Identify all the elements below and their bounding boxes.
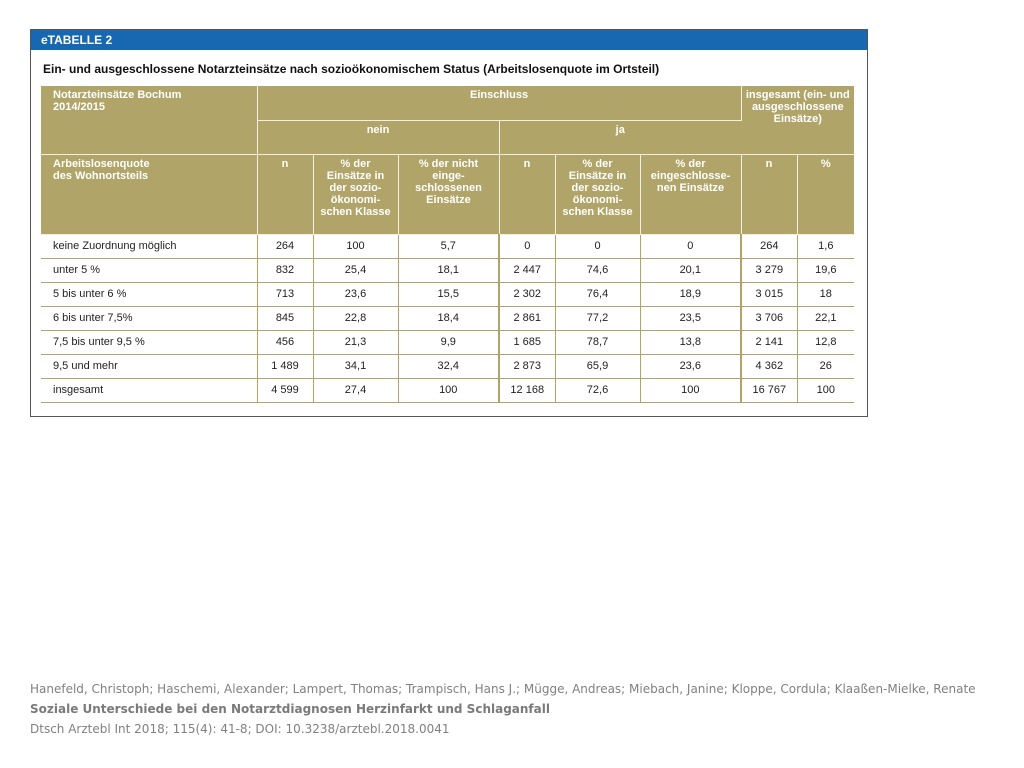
cell: 832 (257, 258, 313, 282)
row-label: 7,5 bis unter 9,5 % (41, 330, 257, 354)
cell: 20,1 (640, 258, 741, 282)
cell: 1 685 (499, 330, 555, 354)
cell: 3 015 (741, 282, 797, 306)
header-nein: nein (257, 120, 499, 154)
header-corner-top: Notarzteinsätze Bochum 2014/2015 (53, 89, 182, 113)
cell: 0 (499, 234, 555, 258)
row-label: 9,5 und mehr (41, 354, 257, 378)
header-einschluss: Einschluss (257, 86, 741, 120)
cell: 456 (257, 330, 313, 354)
table-row-total (41, 378, 854, 402)
cell: 26 (797, 354, 854, 378)
col-header: n (257, 154, 313, 234)
cell: 19,6 (797, 258, 854, 282)
data-table (41, 86, 854, 403)
table-banner: eTABELLE 2 (31, 30, 867, 50)
cell: 34,1 (313, 354, 398, 378)
row-label: 5 bis unter 6 % (41, 282, 257, 306)
cell: 18,4 (398, 306, 499, 330)
cell: 18,9 (640, 282, 741, 306)
cell: 845 (257, 306, 313, 330)
cell: 12,8 (797, 330, 854, 354)
cell: 264 (741, 234, 797, 258)
cell: 23,5 (640, 306, 741, 330)
cell: 78,7 (555, 330, 640, 354)
cell: 4 362 (741, 354, 797, 378)
cell: 23,6 (640, 354, 741, 378)
row-label: keine Zuordnung möglich (41, 234, 257, 258)
cell: 65,9 (555, 354, 640, 378)
cell: 100 (398, 378, 499, 402)
cell: 25,4 (313, 258, 398, 282)
cell: 264 (257, 234, 313, 258)
footer-citation: Dtsch Arztebl Int 2018; 115(4): 41-8; DOI: 10.3238/arztebl.2018.0041 (30, 722, 450, 736)
footer-authors: Hanefeld, Christoph; Haschemi, Alexander; Lampert, Thomas; Trampisch, Hans J.; Mügge, Andreas; Miebach, Janine; Kloppe, Cordula; Klaaßen-Mielke, Renate (30, 682, 976, 696)
table-title: Ein- und ausgeschlossene Notarzteinsätze nach sozioökonomischem Status (Arbeitslosenquote im Ortsteil) (43, 62, 660, 76)
cell: 2 873 (499, 354, 555, 378)
table-row (41, 282, 854, 306)
cell: 1,6 (797, 234, 854, 258)
cell: 77,2 (555, 306, 640, 330)
footer-title: Soziale Unterschiede bei den Notarztdiagnosen Herzinfarkt und Schlaganfall (30, 702, 550, 716)
cell: 27,4 (313, 378, 398, 402)
cell: 9,9 (398, 330, 499, 354)
col-header: % (797, 154, 854, 234)
cell: 2 302 (499, 282, 555, 306)
col-header: % der eingeschlosse-nen Einsätze (640, 154, 741, 234)
table-row (41, 258, 854, 282)
col-header: % der Einsätze in der sozio-ökonomi-schen Klasse (555, 154, 640, 234)
cell: 0 (640, 234, 741, 258)
cell: 21,3 (313, 330, 398, 354)
header-insgesamt: insgesamt (ein- und ausgeschlossene Einsätze) (741, 86, 854, 154)
table-row (41, 234, 854, 258)
cell: 23,6 (313, 282, 398, 306)
cell: 3 706 (741, 306, 797, 330)
cell: 4 599 (257, 378, 313, 402)
cell: 13,8 (640, 330, 741, 354)
col-header: % der Einsätze in der sozio-ökonomi-schen Klasse (313, 154, 398, 234)
cell: 32,4 (398, 354, 499, 378)
cell: 16 767 (741, 378, 797, 402)
table-row (41, 306, 854, 330)
cell: 100 (313, 234, 398, 258)
table-row (41, 354, 854, 378)
cell: 100 (797, 378, 854, 402)
cell: 713 (257, 282, 313, 306)
row-label: insgesamt (41, 378, 257, 402)
cell: 1 489 (257, 354, 313, 378)
cell: 0 (555, 234, 640, 258)
header-corner-bottom: Arbeitslosenquote des Wohnortsteils (41, 154, 257, 234)
table-row (41, 330, 854, 354)
cell: 2 447 (499, 258, 555, 282)
cell: 76,4 (555, 282, 640, 306)
citation-footer (30, 679, 1010, 739)
cell: 72,6 (555, 378, 640, 402)
cell: 12 168 (499, 378, 555, 402)
col-header: n (741, 154, 797, 234)
cell: 22,1 (797, 306, 854, 330)
cell: 5,7 (398, 234, 499, 258)
cell: 15,5 (398, 282, 499, 306)
col-header: n (499, 154, 555, 234)
cell: 74,6 (555, 258, 640, 282)
cell: 2 861 (499, 306, 555, 330)
header-corner (41, 86, 257, 154)
cell: 18 (797, 282, 854, 306)
cell: 18,1 (398, 258, 499, 282)
col-header: % der nicht einge-schlossenen Einsätze (398, 154, 499, 234)
cell: 100 (640, 378, 741, 402)
cell: 2 141 (741, 330, 797, 354)
table-frame (30, 29, 868, 417)
cell: 22,8 (313, 306, 398, 330)
header-ja: ja (499, 120, 741, 154)
cell: 3 279 (741, 258, 797, 282)
row-label: unter 5 % (41, 258, 257, 282)
row-label: 6 bis unter 7,5% (41, 306, 257, 330)
